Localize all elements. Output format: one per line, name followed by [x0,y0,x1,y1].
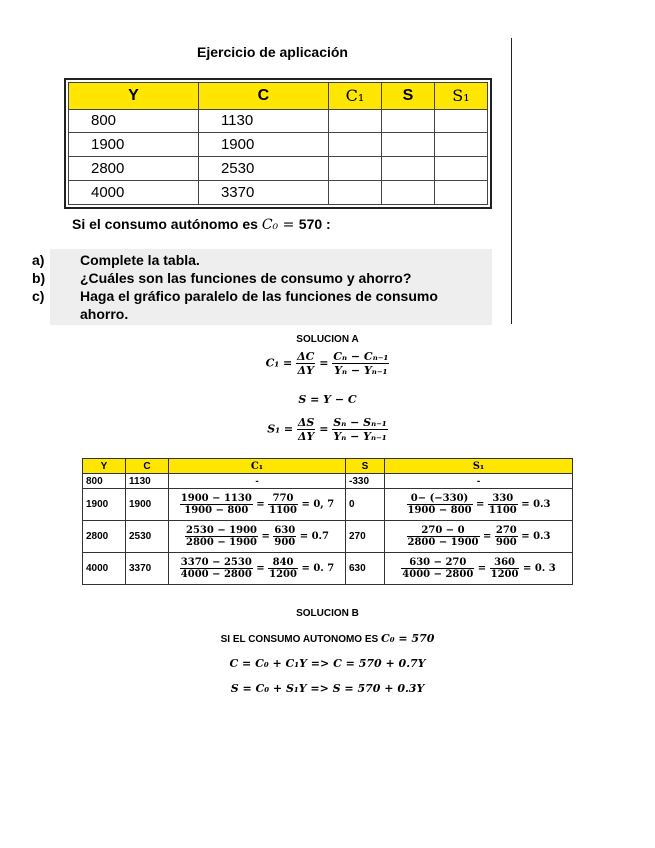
cell-empty [328,181,381,205]
numerator: 270 − 0 [407,525,480,537]
table-row [83,521,573,553]
statement-value: 570 : [298,216,331,232]
cell-c: 2530 [198,157,328,181]
denominator: 1100 [269,505,297,516]
denominator: Yₙ − Yₙ₋₁ [333,430,387,443]
numerator: 2530 − 1900 [186,525,258,536]
cell-s: 630 [346,553,385,585]
numerator: ΔC [297,350,315,363]
equation-s1: S₁ = $\frac{\Delta S}{\Delta Y}$ = $\frac{\text{Sₙ − Sₙ₋₁}}{\text{Yₙ − Yₙ₋₁}}$ [267,416,387,443]
denominator: ΔY [297,364,314,377]
result: 0. 7 [313,563,335,574]
denominator: 2800 − 1900 [186,537,258,548]
cell-y: 4000 [69,181,199,205]
numerator: 330 [488,493,518,505]
question-b [32,270,412,286]
exercise-title: Ejercicio de aplicación [197,44,348,60]
numerator: 840 [268,557,298,569]
cell-s: 270 [346,521,385,553]
result: 0.7 [311,531,329,542]
fraction [180,557,253,580]
cell-y: 800 [69,109,199,133]
cell-empty [328,109,381,133]
table-row [83,474,573,489]
denominator: 900 [274,537,296,548]
numerator: 360 [490,557,520,569]
cell-s: -330 [346,474,385,489]
statement-math: C₀ = 570 [380,632,435,645]
denominator: 2800 − 1900 [407,537,479,548]
cell-s1: $\frac{630 - 270}{4000 - 2800}$ = $\frac{360}{1200}$ = 0. 3 [385,553,573,585]
numerator: ΔS [297,416,315,429]
fraction [488,493,518,516]
numerator: 270 [495,525,517,536]
fraction [180,493,253,516]
cell-c: 1900 [126,489,169,521]
cell-s1: $\frac{0- (-330)}{1900 - 800}$ = $\frac{330}{1100}$ = 0.3 [385,489,573,521]
fraction [268,557,298,580]
cell-s1: $\frac{270 - 0}{2800 - 1900}$ = $\frac{270}{900}$ = 0.3 [385,521,573,553]
vertical-divider [511,38,512,324]
solution-a-heading: SOLUCION A [296,334,359,345]
cell-empty [434,109,487,133]
cell-c: 1130 [198,109,328,133]
header-c: C [126,459,169,474]
table-row [83,489,573,521]
table-row [69,181,488,205]
fraction [407,493,473,516]
table-row [69,109,488,133]
solution-b-statement [0,632,655,645]
header-y: Y [83,459,126,474]
cell-y: 800 [83,474,126,489]
numerator: Cₙ − Cₙ₋₁ [333,350,389,363]
cell-c1: - [169,474,346,489]
cell-y: 2800 [69,157,199,181]
question-text: ahorro. [80,306,129,322]
table-row [69,133,488,157]
numerator: 0− (−330) [407,493,473,505]
eq-lhs: C₁ = [265,356,297,370]
cell-c: 1130 [126,474,169,489]
header-s1: S₁ [385,459,573,474]
question-text: ¿Cuáles son las funciones de consumo y ahorro? [80,270,412,286]
numerator: 770 [268,493,298,505]
cell-empty [328,133,381,157]
result: 0. 3 [534,563,556,574]
cell-empty [434,181,487,205]
cell-empty [381,133,434,157]
question-c-continued [80,306,128,322]
fraction [268,493,298,516]
denominator: ΔY [297,430,315,443]
numerator: 630 [274,525,296,536]
denominator: 900 [495,537,517,548]
equation-s: S = Y − C [298,393,357,406]
header-s: S [346,459,385,474]
cell-c: 3370 [126,553,169,585]
numerator: Sₙ − Sₙ₋₁ [333,416,387,429]
cell-c: 1900 [198,133,328,157]
exercise-table [68,82,488,205]
denominator: 1900 − 800 [407,505,472,516]
header-c1: C₁ [328,83,381,110]
fraction [490,557,520,580]
cell-empty [381,109,434,133]
fraction [273,525,296,548]
fraction [495,525,518,548]
fraction [297,416,315,443]
saving-function: S = C₀ + S₁Y => S = 570 + 0.3Y [230,682,425,695]
fraction [401,557,474,580]
header-c: C [198,83,328,110]
cell-y: 1900 [69,133,199,157]
cell-c1: $\frac{2530 - 1900}{2800 - 1900}$ = $\frac{630}{900}$ = 0.7 [169,521,346,553]
equation-c1: C₁ = $\frac{\Delta C}{\Delta Y}$ = $\frac{\text{Cₙ − Cₙ₋₁}}{\text{Yₙ − Yₙ₋₁}}$ [265,350,389,377]
consumption-function: C = C₀ + C₁Y => C = 570 + 0.7Y [229,657,426,670]
result: 0.3 [533,531,551,542]
statement-text: Si el consumo autónomo es [72,216,262,232]
table-row [69,157,488,181]
cell-empty [434,157,487,181]
fraction [185,525,258,548]
solution-b-heading: SOLUCION B [296,608,359,619]
fraction [296,350,315,377]
questions-box [32,249,492,325]
question-text: Complete la tabla. [80,252,200,268]
denominator: 4000 − 2800 [180,569,252,580]
denominator: 1200 [269,569,297,580]
cell-s: 0 [346,489,385,521]
solution-table [82,458,573,585]
header-c1: C₁ [169,459,346,474]
numerator: 3370 − 2530 [180,557,252,568]
denominator: 1200 [490,569,519,580]
autonomous-consumption-statement [72,216,331,233]
result: 0.3 [533,499,551,510]
exercise-table-frame [64,78,492,209]
numerator: 630 − 270 [401,557,474,569]
statement-math: C₀ = [261,217,299,233]
cell-y: 2800 [83,521,126,553]
eq-lhs: S₁ = [267,422,297,436]
fraction [407,525,480,548]
header-y: Y [69,83,199,110]
question-a [32,252,200,268]
statement-text: SI EL CONSUMO AUTONOMO ES [220,634,381,645]
fraction [332,416,387,443]
cell-c1: $\frac{1900 - 1130}{1900 - 800}$ = $\frac{770}{1100}$ = 0, 7 [169,489,346,521]
denominator: Yₙ − Yₙ₋₁ [334,364,388,377]
question-label: a) [32,252,45,268]
numerator: 1900 − 1130 [180,493,252,504]
cell-empty [434,133,487,157]
question-text: Haga el gráfico paralelo de las funciones de consumo [80,288,438,304]
cell-c: 3370 [198,181,328,205]
question-label: b) [32,270,46,286]
cell-y: 4000 [83,553,126,585]
table-header-row [69,83,488,110]
cell-c1: $\frac{3370 - 2530}{4000 - 2800}$ = $\frac{840}{1200}$ = 0. 7 [169,553,346,585]
result: 0, 7 [313,499,335,510]
question-c [32,288,438,304]
denominator: 1100 [488,505,517,516]
cell-empty [381,181,434,205]
question-label: c) [32,288,45,304]
denominator: 4000 − 2800 [402,569,474,580]
table-header-row [83,459,573,474]
cell-s1: - [385,474,573,489]
table-row [83,553,573,585]
header-s1: S₁ [434,83,487,110]
denominator: 1900 − 800 [184,505,249,516]
header-s: S [381,83,434,110]
cell-c: 2530 [126,521,169,553]
fraction [332,350,389,377]
cell-empty [381,157,434,181]
cell-y: 1900 [83,489,126,521]
cell-empty [328,157,381,181]
